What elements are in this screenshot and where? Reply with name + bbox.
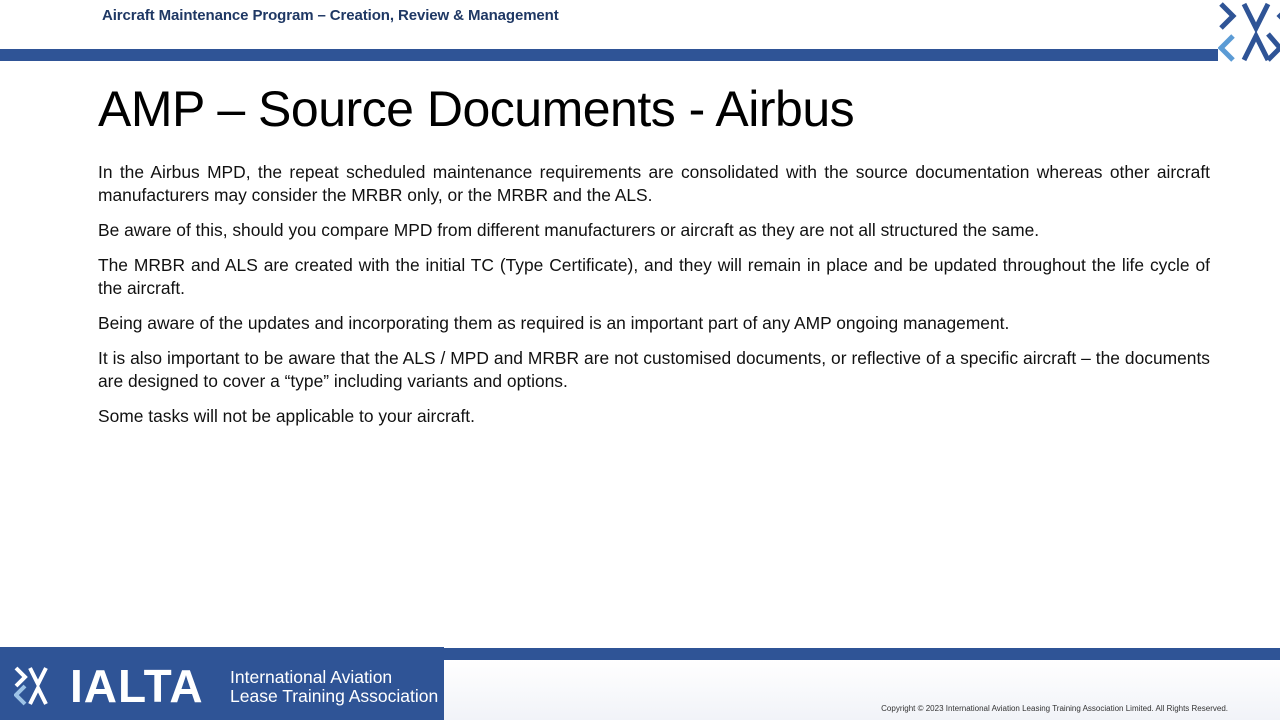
brand-name: IALTA (70, 660, 204, 712)
paragraph: In the Airbus MPD, the repeat scheduled maintenance requirements are consolidated with the source documentation whereas other aircraft manufacturers may consider the MRBR only, or the MRBR and the ALS. (98, 162, 1210, 205)
ialta-logo-banner (0, 647, 444, 720)
paragraph: Being aware of the updates and incorporating them as required is an important part of any AMP ongoing management. (98, 313, 1010, 333)
slide-title: AMP – Source Documents - Airbus (98, 81, 855, 137)
top-accent-bar (0, 49, 1218, 61)
bottom-accent-bar (444, 648, 1280, 660)
paragraph: Be aware of this, should you compare MPD from different manufacturers or aircraft as they are not all structured the same. (98, 220, 1040, 240)
body-text (98, 161, 1210, 440)
header-title: Aircraft Maintenance Program – Creation, Review & Management (102, 7, 559, 24)
paragraph: It is also important to be aware that the ALS / MPD and MRBR are not customised documents, or reflective of a specific aircraft – the documents are designed to cover a “type” including variants and options. (98, 348, 1210, 391)
association-line-1: International Aviation (230, 667, 393, 687)
paragraph: Some tasks will not be applicable to your aircraft. (98, 406, 475, 426)
ialta-chevron-logo-icon (1218, 0, 1280, 62)
association-name (230, 668, 438, 706)
association-line-2: Lease Training Association (230, 686, 439, 706)
ialta-chevron-mark-icon (14, 665, 58, 707)
paragraph: The MRBR and ALS are created with the initial TC (Type Certificate), and they will remain in place and be updated throughout the life cycle of the aircraft. (98, 255, 1210, 298)
copyright-notice: Copyright © 2023 International Aviation Leasing Training Association Limited. All Rights Reserved. (881, 704, 1228, 713)
